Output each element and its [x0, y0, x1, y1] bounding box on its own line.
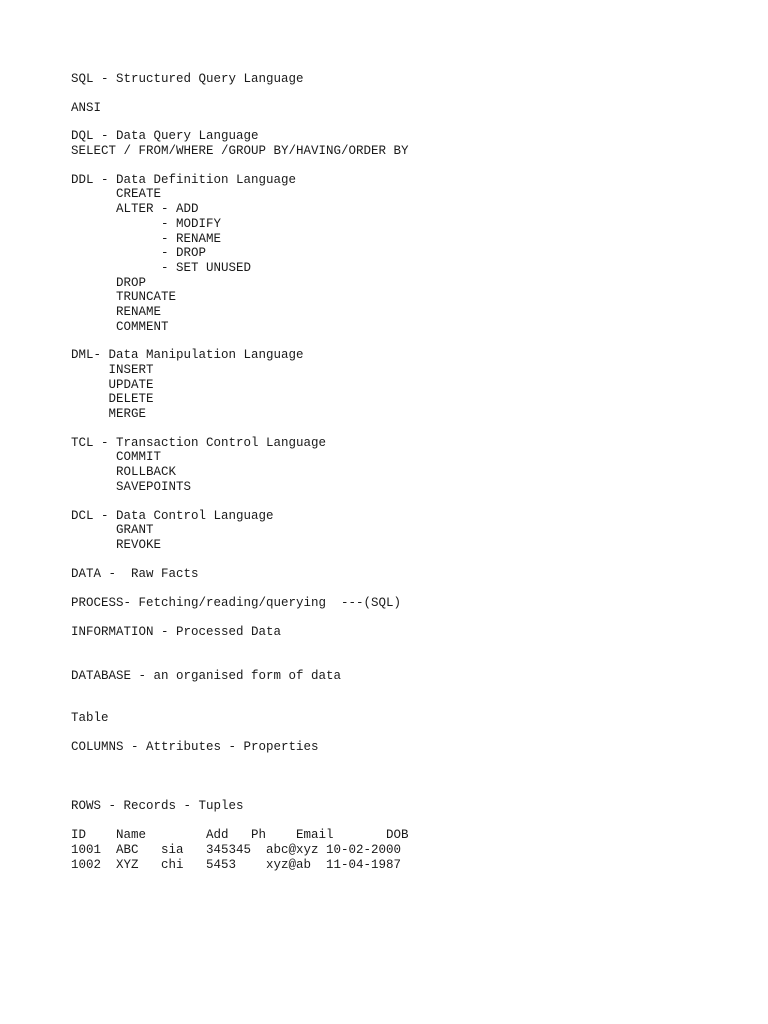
text-line: TRUNCATE — [71, 290, 177, 305]
text-line: Table — [71, 711, 109, 726]
text-line: SELECT / FROM/WHERE /GROUP BY/HAVING/ORDER BY — [71, 144, 409, 159]
text-line: COLUMNS - Attributes - Properties — [71, 740, 319, 754]
text-line: - DROP — [71, 246, 207, 261]
text-line: MERGE — [71, 407, 147, 422]
text-line: DQL - Data Query Language — [71, 129, 259, 144]
text-line: - MODIFY — [71, 216, 222, 231]
text-line: DELETE — [71, 392, 154, 407]
text-line: DML- Data Manipulation Language — [71, 348, 304, 363]
text-line: ANSI — [71, 100, 102, 115]
text-line: COMMENT — [71, 319, 169, 334]
text-line: - SET UNUSED — [71, 260, 252, 275]
text-line: INFORMATION - Processed Data — [71, 624, 282, 639]
text-line: DATA - Raw Facts — [71, 566, 199, 581]
text-line: - RENAME — [71, 231, 222, 246]
text-line: ROLLBACK — [71, 465, 177, 480]
text-line: DROP — [71, 275, 147, 290]
text-line: RENAME — [71, 304, 162, 319]
text-line: DCL - Data Control Language — [71, 508, 274, 523]
document-body — [71, 72, 751, 872]
text-line: ALTER - ADD — [71, 202, 199, 217]
text-line: DATABASE - an organised form of data — [71, 668, 342, 683]
text-line: DDL - Data Definition Language — [71, 172, 297, 187]
text-line: UPDATE — [71, 377, 154, 392]
text-line: CREATE — [71, 187, 162, 202]
text-line: ROWS - Records - Tuples — [71, 798, 244, 813]
text-line: REVOKE — [71, 537, 162, 552]
text-line: COMMIT — [71, 450, 162, 465]
text-line: PROCESS- Fetching/reading/querying ---(SQL) — [71, 596, 402, 611]
text-line: INSERT — [71, 363, 154, 377]
text-line: ID Name Add Ph Email DOB — [71, 828, 409, 843]
text-line: SQL - Structured Query Language — [71, 72, 304, 86]
text-line: GRANT — [71, 523, 154, 538]
text-line: 1002 XYZ chi 5453 xyz@ab 11-04-1987 — [71, 857, 402, 872]
text-line: TCL - Transaction Control Language — [71, 435, 327, 450]
text-line: SAVEPOINTS — [71, 479, 192, 494]
text-line: 1001 ABC sia 345345 abc@xyz 10-02-2000 — [71, 843, 402, 858]
